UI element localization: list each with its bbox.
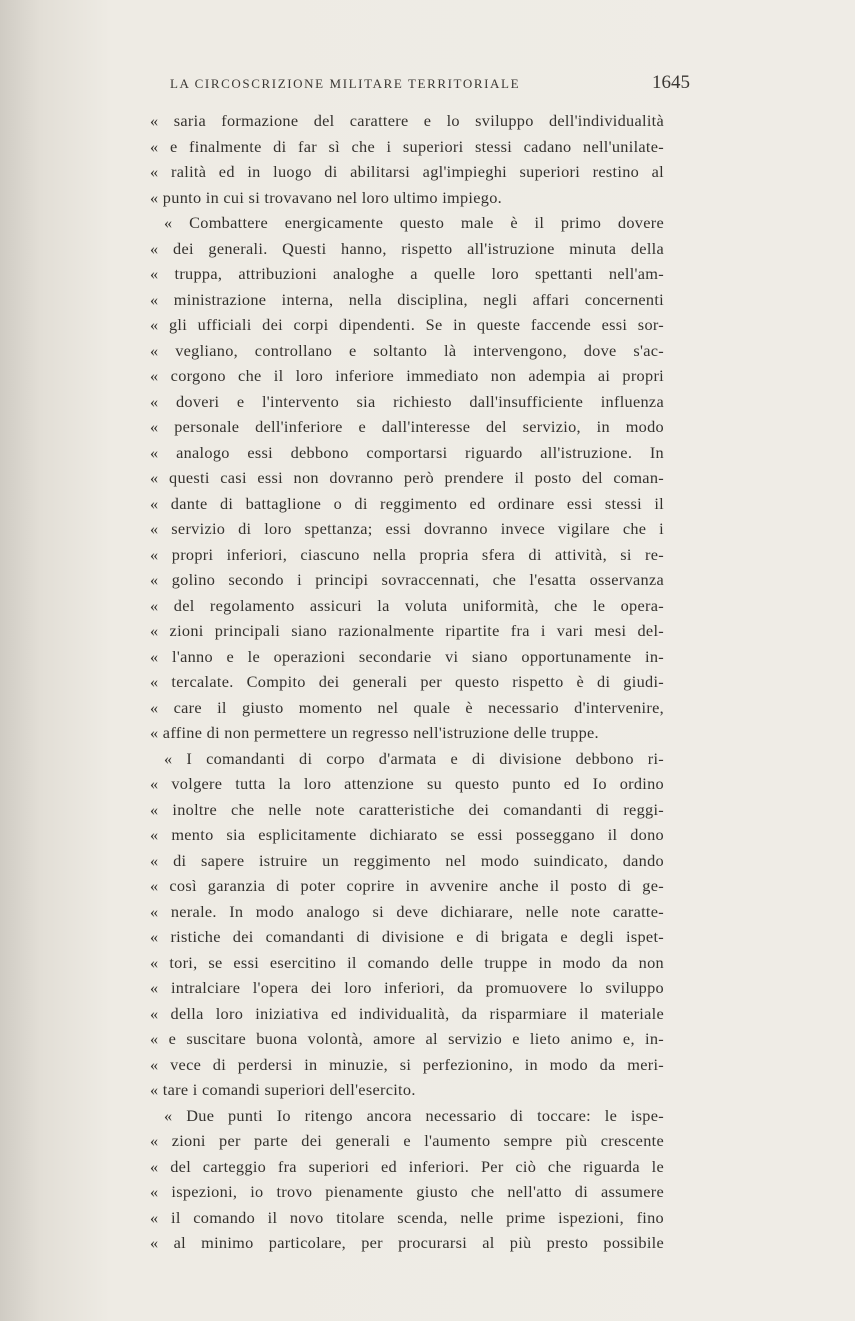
text-line: « I comandanti di corpo d'armata e di divisione debbono ri- (164, 748, 664, 768)
text-line: « analogo essi debbono comportarsi riguardo all'istruzione. In (150, 442, 664, 462)
text-line: « corgono che il loro inferiore immediato non adempia ai propri (150, 366, 664, 385)
text-line: « affine di non permettere un regresso nell'istruzione delle truppe. (150, 723, 599, 742)
text-line: « così garanzia di poter coprire in avvenire anche il posto di ge- (150, 876, 664, 895)
text-line: « volgere tutta la loro attenzione su questo punto ed Io ordino (150, 774, 664, 793)
text-line: « ristiche dei comandanti di divisione e di brigata e degli ispet- (150, 927, 664, 946)
text-line: « questi casi essi non dovranno però prendere il posto del coman- (150, 468, 664, 487)
text-line: « doveri e l'intervento sia richiesto dall'insufficiente influenza (150, 391, 664, 411)
text-line: « truppa, attribuzioni analoghe a quelle loro spettanti nell'am- (150, 264, 664, 283)
text-line: « tercalate. Compito dei generali per questo rispetto è di giudi- (150, 672, 664, 691)
text-line: « ministrazione interna, nella disciplina, negli affari concernenti (150, 289, 664, 309)
running-title: LA CIRCOSCRIZIONE MILITARE TERRITORIALE (170, 76, 521, 91)
text-line: « della loro iniziativa ed individualità, da risparmiare il materiale (150, 1003, 664, 1023)
text-line: « l'anno e le operazioni secondarie vi siano opportunamente in- (150, 646, 664, 666)
text-line: « mento sia esplicitamente dichiarato se essi posseggano il dono (150, 825, 664, 844)
text-line: « vegliano, controllano e soltanto là intervengono, dove s'ac- (150, 340, 664, 360)
text-line: « tare i comandi superiori dell'esercito. (150, 1080, 416, 1099)
text-line: « propri inferiori, ciascuno nella propria sfera di attività, si re- (150, 544, 664, 564)
text-line: « nerale. In modo analogo si deve dichiarare, nelle note caratte- (150, 901, 664, 921)
body-text (150, 108, 664, 1256)
text-line: « del regolamento assicuri la voluta uniformità, che le opera- (150, 595, 664, 615)
text-line: « vece di perdersi in minuzie, si perfezionino, in modo da meri- (150, 1054, 664, 1074)
text-line: « dante di battaglione o di reggimento ed ordinare essi stessi il (150, 493, 664, 513)
text-line: « zioni principali siano razionalmente ripartite fra i vari mesi del- (150, 621, 664, 640)
page-number: 1645 (652, 72, 690, 93)
text-line: « tori, se essi esercitino il comando delle truppe in modo da non (150, 952, 664, 972)
text-line: « care il giusto momento nel quale è necessario d'intervenire, (150, 697, 664, 717)
text-line: « zioni per parte dei generali e l'aumento sempre più crescente (150, 1131, 664, 1150)
text-line: « di sapere istruire un reggimento nel modo suindicato, dando (150, 850, 664, 870)
text-line: « e finalmente di far sì che i superiori stessi cadano nell'unilate- (150, 136, 664, 156)
text-line: « golino secondo i principi sovraccennati, che l'esatta osservanza (150, 570, 664, 589)
text-line: « ispezioni, io trovo pienamente giusto che nell'atto di assumere (150, 1182, 664, 1201)
text-line: « saria formazione del carattere e lo sviluppo dell'individualità (150, 111, 664, 130)
text-line: « servizio di loro spettanza; essi dovranno invece vigilare che i (150, 519, 664, 538)
text-line: « punto in cui si trovavano nel loro ultimo impiego. (150, 187, 503, 207)
text-line: « Combattere energicamente questo male è il primo dovere (164, 213, 664, 232)
text-line: « del carteggio fra superiori ed inferiori. Per ciò che riguarda le (150, 1156, 664, 1176)
text-line: « dei generali. Questi hanno, rispetto all'istruzione minuta della (150, 238, 664, 258)
text-line: « personale dell'inferiore e dall'interesse del servizio, in modo (150, 417, 664, 436)
text-line: « gli ufficiali dei corpi dipendenti. Se in queste faccende essi sor- (150, 315, 664, 334)
text-line: « inoltre che nelle note caratteristiche dei comandanti di reggi- (150, 799, 664, 819)
page-header (170, 72, 690, 96)
text-line: « il comando il novo titolare scenda, nelle prime ispezioni, fino (150, 1207, 664, 1227)
text-line: « al minimo particolare, per procurarsi al più presto possibile (150, 1233, 664, 1252)
text-line: « e suscitare buona volontà, amore al servizio e lieto animo e, in- (150, 1029, 664, 1048)
text-line: « intralciare l'opera dei loro inferiori, da promuovere lo sviluppo (150, 978, 664, 997)
text-line: « ralità ed in luogo di abilitarsi agl'impieghi superiori restino al (150, 162, 664, 181)
text-line: « Due punti Io ritengo ancora necessario di toccare: le ispe- (164, 1105, 664, 1125)
